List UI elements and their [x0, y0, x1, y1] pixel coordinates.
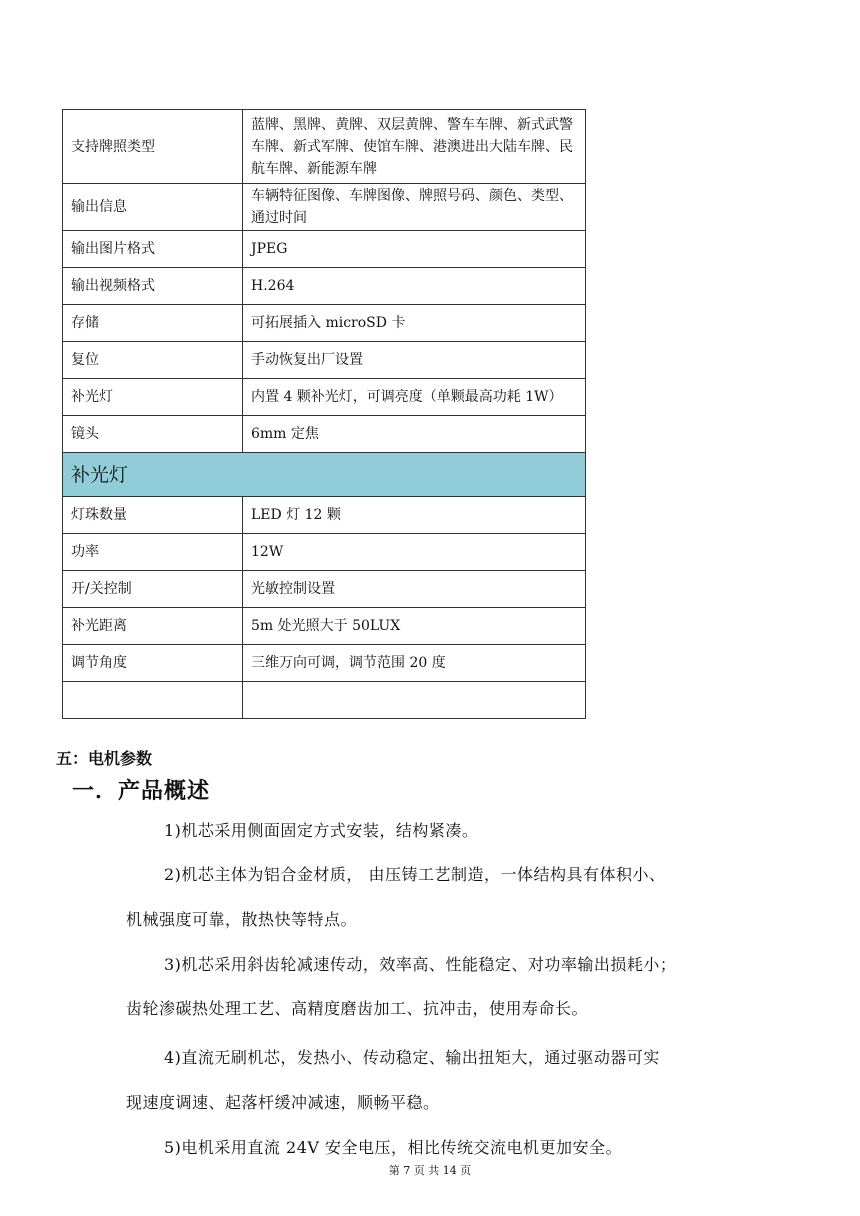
- row-key: 输出视频格式: [63, 268, 243, 305]
- table-row: [63, 342, 586, 379]
- paragraph-line: 机械强度可靠，散热快等特点。: [126, 910, 358, 929]
- row-value: 12W: [243, 534, 586, 571]
- row-value: 光敏控制设置: [243, 571, 586, 608]
- row-value: 内置 4 颗补光灯，可调亮度（单颗最高功耗 1W）: [243, 379, 586, 416]
- row-key: 镜头: [63, 416, 243, 453]
- table-row: [63, 305, 586, 342]
- row-value: [243, 682, 586, 719]
- row-value: 6mm 定焦: [243, 416, 586, 453]
- row-key: 输出信息: [63, 184, 243, 231]
- row-value: H.264: [243, 268, 586, 305]
- paragraph-line: 4)直流无刷机芯，发热小、传动稳定、输出扭矩大，通过驱动器可实: [164, 1048, 660, 1067]
- row-key: 补光距离: [63, 608, 243, 645]
- row-key: [63, 682, 243, 719]
- paragraph-line: 5)电机采用直流 24V 安全电压，相比传统交流电机更加安全。: [164, 1138, 623, 1157]
- section-heading: 五：电机参数: [56, 749, 153, 768]
- table-row: [63, 497, 586, 534]
- row-value: 可拓展插入 microSD 卡: [243, 305, 586, 342]
- paragraph-line: 现速度调速、起落杆缓冲减速，顺畅平稳。: [126, 1093, 440, 1112]
- table-row: [63, 110, 586, 184]
- row-value: LED 灯 12 颗: [243, 497, 586, 534]
- row-key: 支持牌照类型: [63, 110, 243, 184]
- row-key: 输出图片格式: [63, 231, 243, 268]
- table-row: [63, 571, 586, 608]
- table-row-empty: [63, 682, 586, 719]
- spec-table: [62, 109, 586, 719]
- row-key: 调节角度: [63, 645, 243, 682]
- paragraph-line: 1)机芯采用侧面固定方式安装，结构紧凑。: [164, 821, 479, 840]
- row-key: 功率: [63, 534, 243, 571]
- table-row: [63, 231, 586, 268]
- table-row: [63, 645, 586, 682]
- table-row: [63, 379, 586, 416]
- row-value: 5m 处光照大于 50LUX: [243, 608, 586, 645]
- row-value: 手动恢复出厂设置: [243, 342, 586, 379]
- table-row: [63, 534, 586, 571]
- table-section-header: [63, 453, 586, 497]
- page-footer: 第 7 页 共 14 页: [388, 1164, 472, 1177]
- row-key: 复位: [63, 342, 243, 379]
- table-row: [63, 608, 586, 645]
- page-heading: 一．产品概述: [72, 779, 211, 804]
- row-key: 开/关控制: [63, 571, 243, 608]
- table-row: [63, 416, 586, 453]
- row-key: 存储: [63, 305, 243, 342]
- paragraph-line: 齿轮渗碳热处理工艺、高精度磨齿加工、抗冲击，使用寿命长。: [126, 999, 589, 1018]
- row-key: 灯珠数量: [63, 497, 243, 534]
- row-key: 补光灯: [63, 379, 243, 416]
- row-value: JPEG: [243, 231, 586, 268]
- table-row: [63, 268, 586, 305]
- row-value: 三维万向可调，调节范围 20 度: [243, 645, 586, 682]
- section-title: 补光灯: [63, 453, 586, 497]
- table-row: [63, 184, 586, 231]
- row-value: 蓝牌、黑牌、黄牌、双层黄牌、警车车牌、新式武警车牌、新式军牌、使馆车牌、港澳进出大陆车牌、民航车牌、新能源车牌: [243, 110, 586, 184]
- paragraph-line: 2)机芯主体为铝合金材质， 由压铸工艺制造，一体结构具有体积小、: [164, 865, 666, 884]
- row-value: 车辆特征图像、车牌图像、牌照号码、颜色、类型、通过时间: [243, 184, 586, 231]
- paragraph-line: 3)机芯采用斜齿轮减速传动，效率高、性能稳定、对功率输出损耗小；: [164, 955, 677, 974]
